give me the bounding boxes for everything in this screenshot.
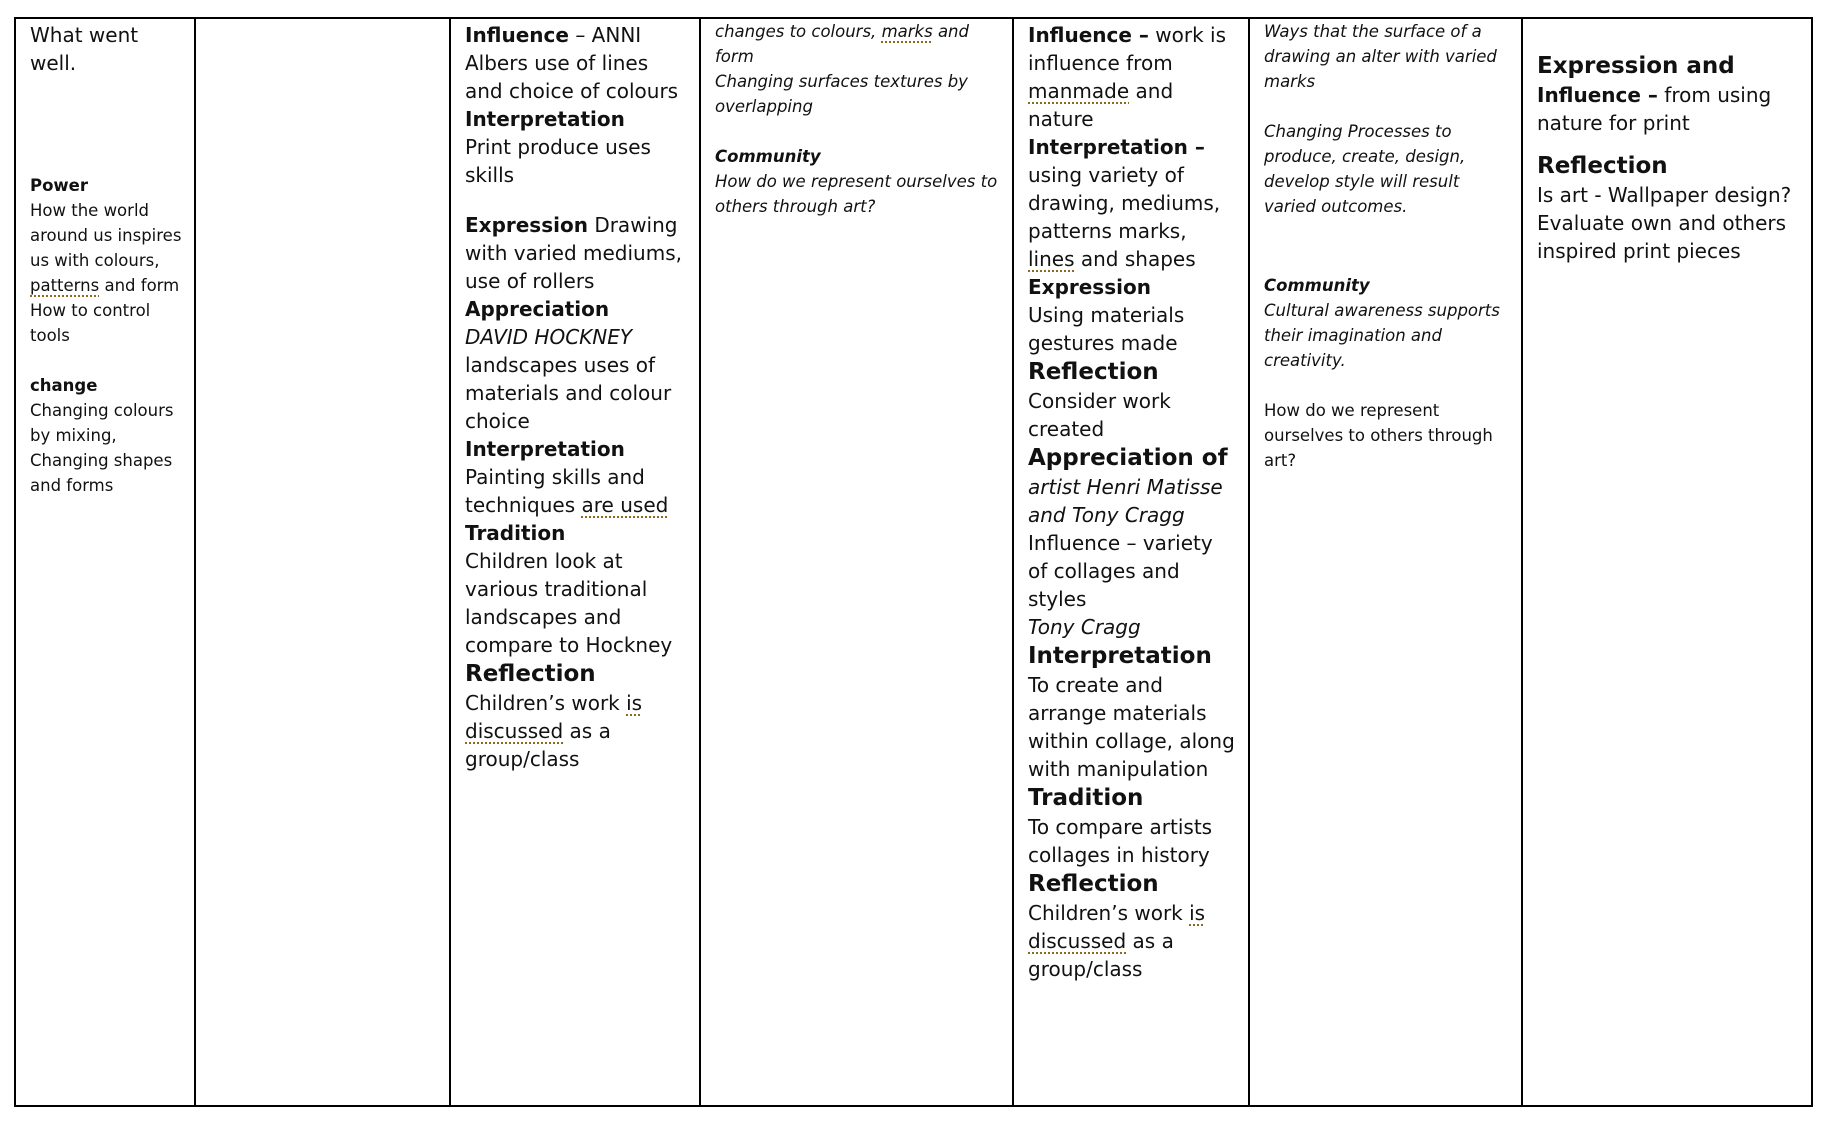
appreciation-artist: DAVID HOCKNEY [465, 325, 633, 349]
change-heading: change [30, 376, 98, 395]
spelling-mark: is discussed [1028, 901, 1206, 953]
reflection-label: Reflection [1028, 871, 1159, 897]
power-text-tools: How to control tools [30, 301, 151, 345]
interpretation-label: Interpretation – [1028, 135, 1205, 159]
appreciation-label: Appreciation of [1028, 445, 1228, 471]
appreciation-artist: Tony Cragg [1028, 615, 1141, 639]
power-text: How the world around us inspires us with colours, patterns and form [30, 201, 182, 295]
community-heading: Community [715, 147, 821, 166]
expression-text: Using materials gestures made [1028, 303, 1185, 355]
curriculum-table [14, 17, 1813, 1107]
community-heading: Community [1264, 276, 1370, 295]
appreciation-text: landscapes uses of materials and colour choice [465, 353, 672, 433]
tradition-label: Tradition [1028, 785, 1144, 811]
reflection-label: Reflection [1537, 153, 1668, 179]
reflection-text: Children’s work is discussed as a group/class [465, 691, 643, 771]
reflection-question: Is art - Wallpaper design? [1537, 183, 1792, 207]
interpretation-text: To create and arrange materials within collage, along with manipulation [1028, 673, 1235, 781]
table-row [15, 18, 1812, 1106]
reflection-text: Children’s work is discussed as a group/class [1028, 901, 1206, 981]
community-question: How do we represent ourselves to others through art? [1264, 401, 1493, 470]
influence-paragraph: Influence – from using nature for print [1537, 83, 1772, 135]
interpretation-label: Interpretation [1028, 643, 1212, 669]
community-text: Cultural awareness supports their imagination and creativity. [1264, 301, 1500, 370]
table-cell-wallpaper-print [1522, 18, 1812, 1106]
tradition-text: Children look at various traditional landscapes and compare to Hockney [465, 549, 673, 657]
expression-label: Expression [465, 213, 588, 237]
marks-text: changes to colours, marks and form [715, 22, 969, 66]
spelling-mark: manmade [1028, 79, 1130, 103]
appreciation-label: Appreciation [465, 297, 610, 321]
community-text: How do we represent ourselves to others through art? [715, 172, 998, 216]
influence-paragraph: Influence – ANNI Albers use of lines and choice of colours [465, 23, 679, 103]
table-cell-what-went-well [15, 18, 195, 1106]
table-cell-anni-albers-hockney [450, 18, 700, 1106]
table-cell-matisse-cragg [1013, 18, 1249, 1106]
processes-text: Changing Processes to produce, create, design, develop style will result varied outcomes. [1264, 122, 1466, 216]
interpretation-label: Interpretation [465, 107, 625, 131]
tradition-text: To compare artists collages in history [1028, 815, 1213, 867]
power-heading: Power [30, 176, 88, 195]
influence-label: Influence – [1537, 83, 1658, 107]
change-text: Changing colours by mixing, Changing shapes and forms [30, 401, 174, 495]
expression-paragraph: Expression Drawing with varied mediums, use of rollers [465, 213, 682, 293]
interpretation-text: Print produce uses skills [465, 135, 651, 187]
reflection-text: Consider work created [1028, 389, 1171, 441]
surfaces-text: Changing surfaces textures by overlapping [715, 72, 968, 116]
spelling-mark: are used [581, 493, 669, 517]
reflection-text: Evaluate own and others inspired print pieces [1537, 211, 1787, 263]
influence-label: Influence [465, 23, 569, 47]
spelling-mark: is discussed [465, 691, 643, 743]
table-cell-surfaces-community [700, 18, 1013, 1106]
spelling-mark: marks [881, 22, 933, 41]
cell-title: What went well. [30, 23, 139, 75]
expression-label: Expression [1028, 275, 1151, 299]
influence-label: Influence – [1028, 23, 1149, 47]
appreciation-text: Influence – variety of collages and styles [1028, 531, 1213, 611]
table-cell-empty [195, 18, 450, 1106]
interpretation-text: using variety of drawing, mediums, patterns marks, lines and shapes [1028, 163, 1221, 271]
interpretation-label: Interpretation [465, 437, 625, 461]
influence-paragraph: Influence – work is influence from manmade and nature [1028, 23, 1227, 131]
interpretation-text: Painting skills and techniques are used [465, 465, 669, 517]
tradition-label: Tradition [465, 521, 566, 545]
appreciation-artists: artist Henri Matisse and Tony Cragg [1028, 475, 1223, 527]
reflection-label: Reflection [465, 661, 596, 687]
table-cell-processes-community [1249, 18, 1522, 1106]
spelling-mark: lines [1028, 247, 1075, 271]
expression-heading: Expression and [1537, 53, 1735, 79]
spelling-mark: patterns [30, 276, 100, 295]
surface-text: Ways that the surface of a drawing an alter with varied marks [1264, 22, 1497, 91]
reflection-label: Reflection [1028, 359, 1159, 385]
